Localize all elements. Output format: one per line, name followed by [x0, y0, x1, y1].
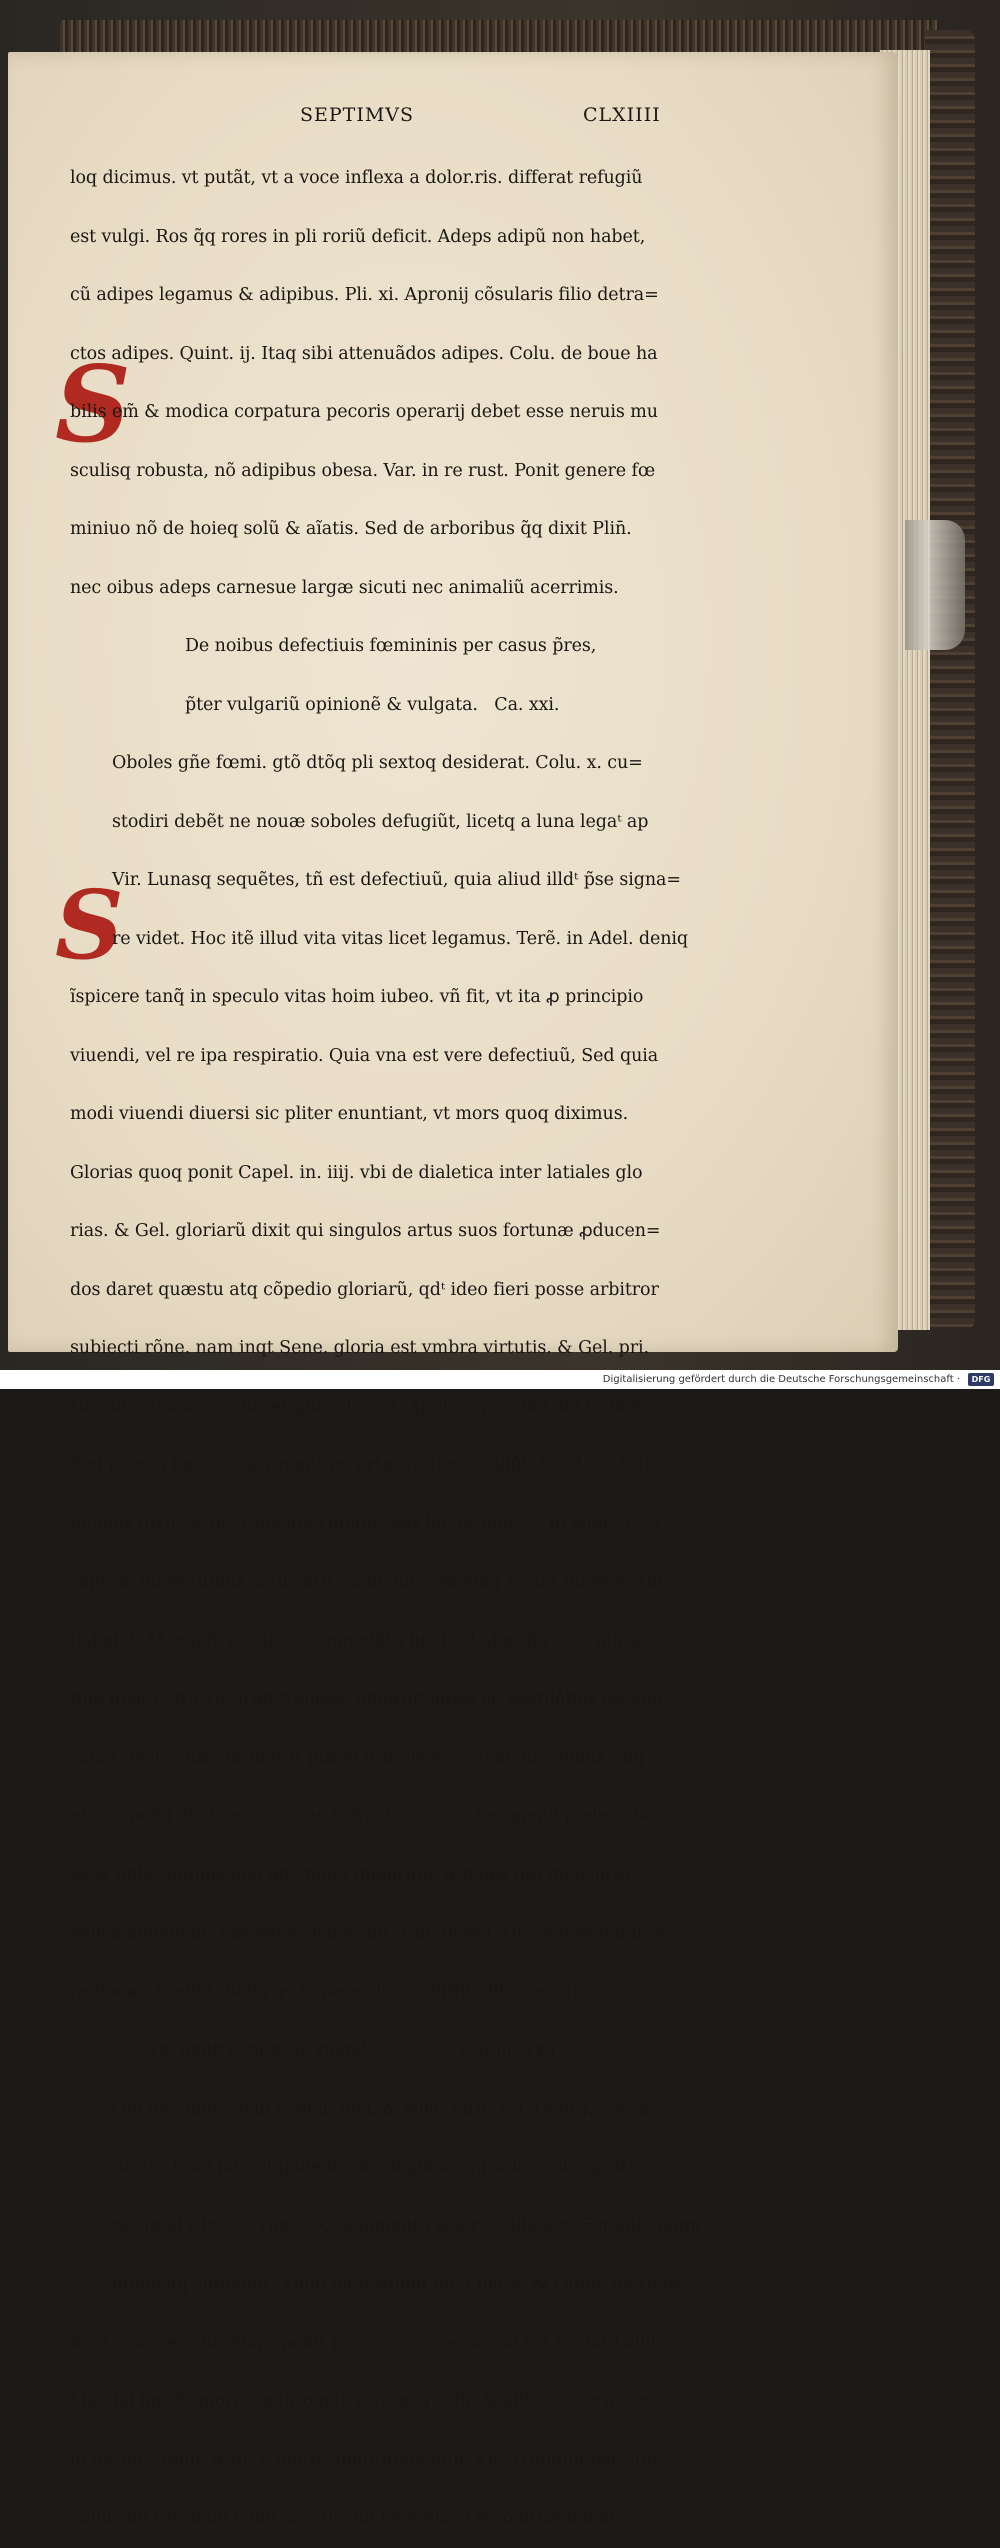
footer-credit: Digitalisierung gefördert durch die Deutsche Forschungsgemeinschaft ·	[602, 1374, 960, 1385]
text-line: re videt. Hoc itẽ illud vita vitas licet legamus. Terẽ. in Adel. deniq	[112, 929, 689, 949]
text-line: lucibus dixit. Aspicit instãtes medijs sex lucibꝰ idus. & in eodẽ. Post	[70, 1514, 662, 1534]
text-line: loq dicimus. vt putãt, vt a voce inflexa a dolor.ris. differat refugiũ	[70, 169, 643, 188]
text-line: ĩspicere tanq̃ in speculo vitas hoim iubeo. vñ fit, vt ita ꝓ principio	[70, 988, 644, 1007]
text-line: dos daret quæstu atq cõpedio gloriarũ, qdᵗ ideo fieri posse arbitror	[70, 1280, 659, 1300]
text-line: viuendi, vel re ipa respiratio. Quia vna est vere defectiuũ, Sed quia	[70, 1046, 659, 1066]
book-cover-edge	[925, 30, 975, 1330]
book-clasp	[905, 520, 965, 650]
text-line: rias. & Gel. gloriarũ dixit qui singulos artus suos fortunæ ꝓducen=	[70, 1222, 661, 1241]
chapter-heading: De noibus defectiuis fœmininis per casus p̃res,	[185, 637, 597, 656]
text-line: modi viuendi diuersi sic pl̃iter enuntiant, vt mors quoq diximus.	[70, 1105, 629, 1124]
decorated-initial: S	[55, 870, 124, 981]
body-text	[70, 130, 720, 2548]
text-line: Oboles gñe fœmi. gtõ dtõq pl̃i sextoq desiderat. Colu. x. cu=	[112, 754, 643, 773]
running-head: SEPTIMVS	[300, 104, 415, 126]
text-line: Vir. Lunasq sequẽtes, tñ est defectiuũ, quia aliud illdᵗ p̃se signa=	[112, 871, 681, 890]
text-line: es & ppl̃s singulis opa ad vnguẽ quadrant, atq oẽs hæ mensuræ	[70, 1865, 630, 1885]
text-line: nent cęleste solũ. Aliqñ ponit pro corio. & eo sensu est verbũ Tullij	[70, 2333, 657, 2353]
text-line: habebit. Martiañ. nutãti cũ somnolẽtũ lucibꝰ. Labes q̃q Gel. plura	[70, 1631, 642, 1651]
decorated-initial: S	[55, 342, 131, 466]
text-line: subiecti rõne. nam inqt Sene. gloria est vmbra virtutis. & Gel. pri.	[70, 1339, 649, 1358]
text-line: tiue dixit cõtra vitiorũq fraudes, aniorũq labes ac pestilẽtias asseue	[70, 1690, 662, 1709]
text-line: turare fimo pingui pudeat sola. legimus q̃q solorũ alia ꝑcatio	[112, 2158, 644, 2177]
chapter-heading: De neutris præter vulgata. Caput. xxij.	[150, 2041, 561, 2060]
text-line: bilis em̃ & modica corpatura pecoris operarij debet esse neruis mu	[70, 403, 658, 422]
text-line: re bonæ. & alibi. Bella qs & paces longũ diffundit in æuum.	[70, 1982, 594, 2002]
text-line: rabat. Vehes fœ. desiderat gtñ et dtñ p̃lem. Col. de hoc pinus qnq	[70, 1748, 645, 1768]
text-line: Sed plerũq luces istæ repentino ortæ statim occidũt. Ouid. vi. fast.	[70, 1456, 657, 1475]
chapter-heading: p̃ter vulgariũ opinionẽ & vulgata. Ca. xxi.	[185, 695, 560, 715]
text-line: vehes appellant. Pax paces habet pl̃i. Hor. in epi. Hoc paces habue=	[70, 1924, 668, 1943]
text-line: Martial q̃q. Et mordere luto putre vetusq solũ. & alibi. pictorũ so=	[70, 2392, 655, 2411]
text-line: nec oibus adeps carnesue largæ sicuti nec animaliũ acerrimis.	[70, 578, 619, 598]
text-line: ne apud Cice. v. Tuscu. Calciamentũ solorũ callũ est. Est aũt solum	[112, 2216, 702, 2236]
text-line: Has illas inanes cũ flaret glĩas. Luces. Apule. in cosmo. de Cometis.	[70, 1397, 663, 1417]
text-line: collũ sil̃e est, nam collo & collis nõ Legimus. Os ꝫo oribꝰ habet	[70, 2509, 617, 2528]
text-line: sculisq robusta, nõ adipibus obesa. Var. in re rust. Ponit genere fœ	[70, 461, 656, 481]
text-line: la basiata regũ. Altũ. i. mare simil̃r defectiuũ. Vir. Tranqlla per alta.	[70, 2450, 664, 2470]
text-line: Glorias quoq ponit Capel. in. iiij. vbi de dialetica inter latiales glo	[70, 1163, 643, 1183]
text-line: miniuo nõ de hoieq solũ & aĩatis. Sed de arboribus q̃q dixit Plin̄.	[70, 520, 632, 539]
text-line: stodiri debẽt ne nouæ soboles defugiũt, licetq a luna legaᵗ ap	[112, 812, 649, 832]
folio-number: CLXIIII	[583, 104, 661, 126]
text-line: est vulgi. Ros q̃q rores in pl̃i roriũ deficit. Adeps adipũ non habet,	[70, 227, 646, 247]
text-line: et. xx. pedũ dicit vehis vlmus & fraxinus. xxx. Sexagenũ pedes abi	[70, 1807, 650, 1826]
footer-bar	[0, 1370, 1000, 1389]
text-line: Olũ declinat. sicut ordeũ, mel, & silia. Virg. pri. Georg. Ne sa=	[112, 2099, 664, 2119]
text-line: septem luces Iunius actus erit. & in. iiij. Sex vbiq restãt luces Aprilis	[70, 1573, 672, 1592]
text-line: quodcũq supponit. Vnde naui solum dicit mare. & Ouidi. astra te=	[112, 2275, 695, 2294]
text-line: ctos adipes. Quint. ij. Itaq sibi attenuãdos adipes. Colu. de boue ha	[70, 344, 658, 364]
text-line: cũ adipes legamus & adipibus. Pli. xi. Apronij cõsularis filio detra=	[70, 286, 659, 305]
dfg-logo: DFG	[968, 1373, 994, 1386]
